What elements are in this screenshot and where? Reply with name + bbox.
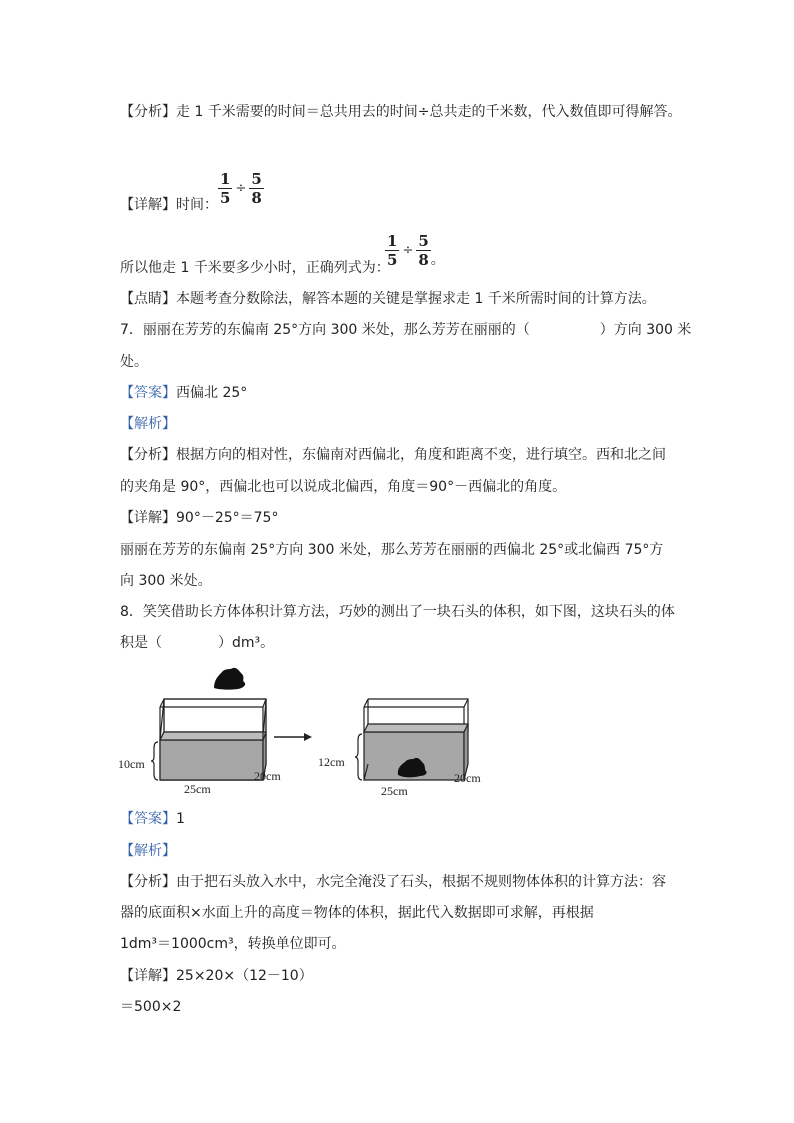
- q8-detail: 【详解】25×20×（12－10）: [120, 968, 313, 984]
- right-height-label: 12cm: [318, 755, 345, 769]
- q7-question-line1: 7．丽丽在芳芳的东偏南 25°方向 300 米处，那么芳芳在丽丽的（ ）方向 300 米: [120, 322, 692, 338]
- answer-tag: 【答案】: [120, 811, 176, 827]
- q7-question-line2: 处。: [120, 354, 148, 370]
- detail-tag: 【详解】: [120, 968, 176, 984]
- point-tag: 【点睛】: [120, 291, 176, 307]
- right-length-label: 25cm: [381, 784, 408, 798]
- q8-question-line2: 积是（ ）dm³。: [120, 635, 275, 651]
- q8-question-line1: 8．笑笑借助长方体体积计算方法，巧妙的测出了一块石头的体积，如下图，这块石头的体: [120, 604, 675, 620]
- answer-tag: 【答案】: [120, 385, 176, 401]
- q8-analysis-line1: 【分析】由于把石头放入水中，水完全淹没了石头，根据不规则物体体积的计算方法：容: [120, 874, 666, 890]
- left-height-label: 10cm: [118, 757, 145, 771]
- q6-analysis: [120, 102, 682, 122]
- fraction-1-5: $\frac{1}{5}$: [220, 170, 231, 207]
- q6-conclusion: 所以他走 1 千米要多少小时，正确列式为：: [120, 260, 390, 276]
- q8-explain-tag: 【解析】: [120, 843, 176, 859]
- q6-detail-expression: $\frac{1}{5}$ ÷ $\frac{5}{8}$: [220, 170, 262, 207]
- analysis-tag: 【分析】: [120, 447, 176, 463]
- q6-detail: [120, 195, 218, 215]
- q7-conclusion-line2: 向 300 米处。: [120, 573, 212, 589]
- detail-tag: 【详解】: [120, 510, 176, 526]
- analysis-tag: 【分析】: [120, 874, 176, 890]
- detail-tag: 【详解】: [120, 197, 176, 213]
- q7-explain-tag: 【解析】: [120, 416, 176, 432]
- q7-analysis-line1: 【分析】根据方向的相对性，东偏南对西偏北，角度和距离不变，进行填空。西和北之间: [120, 447, 666, 463]
- left-width-label: 20cm: [254, 769, 281, 783]
- q6-conclusion-expression: $\frac{1}{5}$ ÷ $\frac{5}{8}$ 。: [387, 232, 445, 269]
- left-length-label: 25cm: [184, 782, 211, 796]
- fraction-5-8: $\frac{5}{8}$: [418, 232, 429, 269]
- right-width-label: 20cm: [454, 771, 481, 785]
- analysis-text: 走 1 千米需要的时间＝总共用去的时间÷总共走的千米数，代入数值即可得解答。: [176, 104, 682, 120]
- detail-label: 时间：: [176, 197, 218, 213]
- analysis-tag: 【分析】: [120, 104, 176, 120]
- q6-point: 【点睛】本题考查分数除法，解答本题的关键是掌握求走 1 千米所需时间的计算方法。: [120, 291, 656, 307]
- q8-figure: [118, 662, 498, 802]
- answer-text: 西偏北 25°: [176, 385, 248, 401]
- left-height-brace: [151, 742, 158, 780]
- q8-analysis-line3: 1dm³＝1000cm³，转换单位即可。: [120, 936, 346, 952]
- answer-text: 1: [176, 811, 185, 827]
- q8-answer: [120, 809, 185, 829]
- right-height-brace: [355, 734, 362, 780]
- q7-detail: 【详解】90°－25°＝75°: [120, 510, 279, 526]
- fraction-5-8: $\frac{5}{8}$: [251, 170, 262, 207]
- fraction-1-5: $\frac{1}{5}$: [387, 232, 398, 269]
- left-container: [160, 699, 267, 780]
- q7-conclusion-line1: 丽丽在芳芳的东偏南 25°方向 300 米处，那么芳芳在丽丽的西偏北 25°或北偏西 75°方: [120, 542, 664, 558]
- q8-analysis-line2: 器的底面积×水面上升的高度＝物体的体积，据此代入数据即可求解，再根据: [120, 905, 594, 921]
- stone-icon: [214, 668, 245, 690]
- q7-answer: [120, 383, 247, 403]
- q8-detail-line2: ＝500×2: [120, 999, 182, 1015]
- q7-analysis-line2: 的夹角是 90°，西偏北也可以说成北偏西，角度＝90°－西偏北的角度。: [120, 479, 567, 495]
